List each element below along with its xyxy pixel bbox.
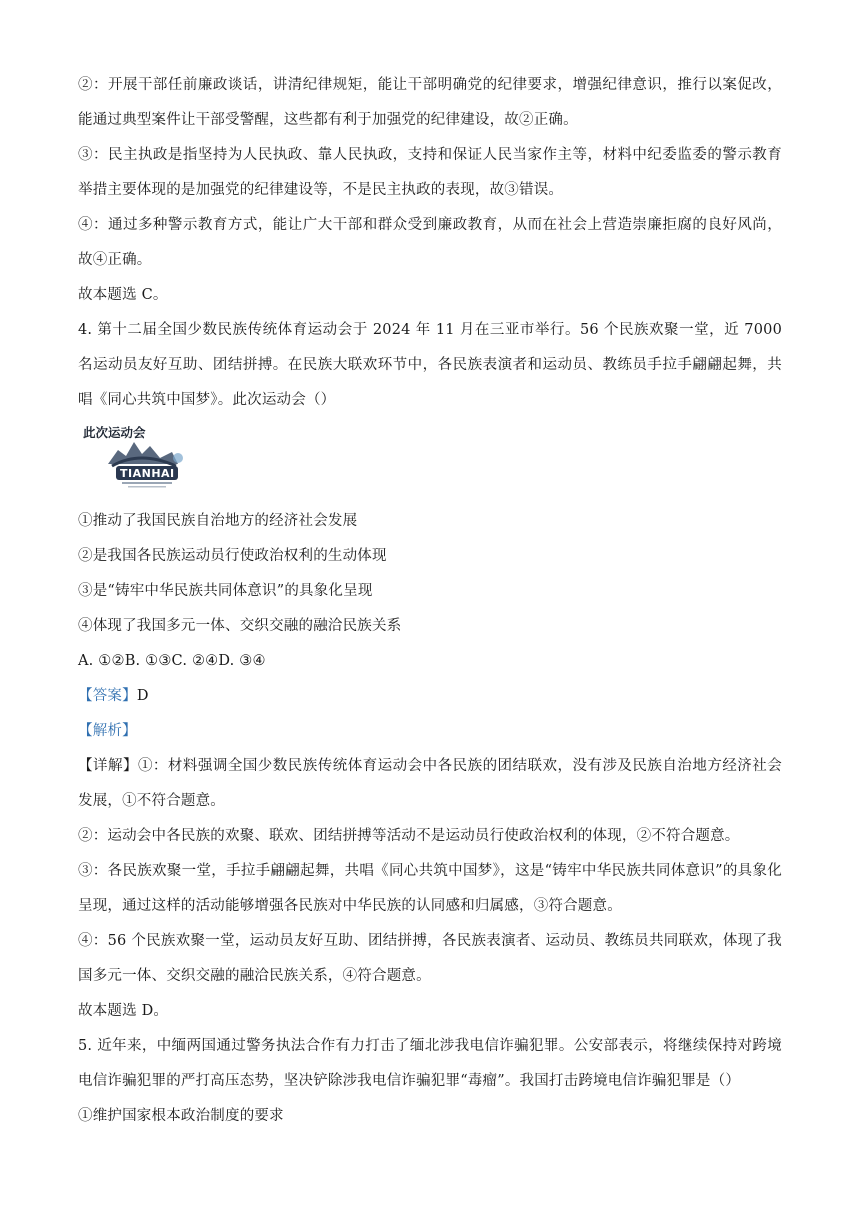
prev-analysis-2: ②：开展干部任前廉政谈话，讲清纪律规矩，能让干部明确党的纪律要求，增强纪律意识，推行以案促改，能通过典型案件让干部受警醒，这些都有利于加强党的纪律建设，故②正确。 <box>78 77 782 128</box>
question-5-stem: 5. 近年来，中缅两国通过警务执法合作有力打击了缅北涉我电信诈骗犯罪。公安部表示，将继续保持对跨境电信诈骗犯罪的严打高压态势，坚决铲除涉我电信诈骗犯罪“毒瘤”。我国打击跨境电信诈骗犯罪是（） <box>78 1038 782 1089</box>
detail-tag: 【详解】 <box>78 758 138 774</box>
q4-detail-3: ③：各民族欢聚一堂，手拉手翩翩起舞，共唱《同心共筑中国梦》，这是“铸牢中华民族共同体意识”的具象化呈现，通过这样的活动能够增强各民族对中华民族的认同感和归属感，③符合题意。 <box>78 863 782 914</box>
answer-tag: 【答案】 <box>78 688 137 704</box>
q4-answer <box>78 679 782 714</box>
q4-option-2: ②是我国各民族运动员行使政治权利的生动体现 <box>78 548 387 564</box>
q4-analysis-heading <box>78 714 782 749</box>
q4-option-3: ③是“铸牢中华民族共同体意识”的具象化呈现 <box>78 583 373 599</box>
prev-analysis-4: ④：通过多种警示教育方式，能让广大干部和群众受到廉政教育，从而在社会上营造崇廉拒腐的良好风尚，故④正确。 <box>78 217 782 268</box>
q4-detail-1 <box>78 749 782 819</box>
q4-option-1: ①推动了我国民族自治地方的经济社会发展 <box>78 513 358 529</box>
analysis-tag: 【解析】 <box>78 723 137 739</box>
q4-option-4: ④体现了我国多元一体、交织交融的融洽民族关系 <box>78 618 402 634</box>
question-4-stem: 4. 第十二届全国少数民族传统体育运动会于 2024 年 11 月在三亚市举行。56 个民族欢聚一堂，近 7000 名运动员友好互助、团结拼搏。在民族大联欢环节中，各民族表演者和运动员、教练员手拉手翩翩起舞，共唱《同心共筑中国梦》。此次运动会（） <box>78 322 782 408</box>
prev-analysis-3: ③：民主执政是指坚持为人民执政、靠人民执政，支持和保证人民当家作主等，材料中纪委监委的警示教育举措主要体现的是加强党的纪律建设等，不是民主执政的表现，故③错误。 <box>78 147 782 198</box>
image-caption: 此次运动会 <box>83 425 146 440</box>
q5-option-1: ①维护国家根本政治制度的要求 <box>78 1108 284 1124</box>
q4-detail-4: ④：56 个民族欢聚一堂，运动员友好互助、团结拼搏，各民族表演者、运动员、教练员共同联欢，体现了我国多元一体、交织交融的融洽民族关系，④符合题意。 <box>78 933 782 984</box>
answer-value: D <box>136 688 149 704</box>
sports-meet-image <box>78 420 204 496</box>
sports-meet-logo-icon <box>78 420 204 496</box>
q4-detail-2: ②：运动会中各民族的欢聚、联欢、团结拼搏等活动不是运动员行使政治权利的体现，②不符合题意。 <box>78 828 740 844</box>
q4-choices: A. ①②B. ①③C. ②④D. ③④ <box>78 653 266 669</box>
document-content <box>78 68 782 1134</box>
q4-conclusion: 故本题选 D。 <box>78 1003 169 1019</box>
image-logo-text: TIANHAI <box>120 467 175 480</box>
detail-text-1: ①：材料强调全国少数民族传统体育运动会中各民族的团结联欢，没有涉及民族自治地方经济社会发展，①不符合题意。 <box>78 758 782 809</box>
prev-conclusion: 故本题选 C。 <box>78 287 168 303</box>
